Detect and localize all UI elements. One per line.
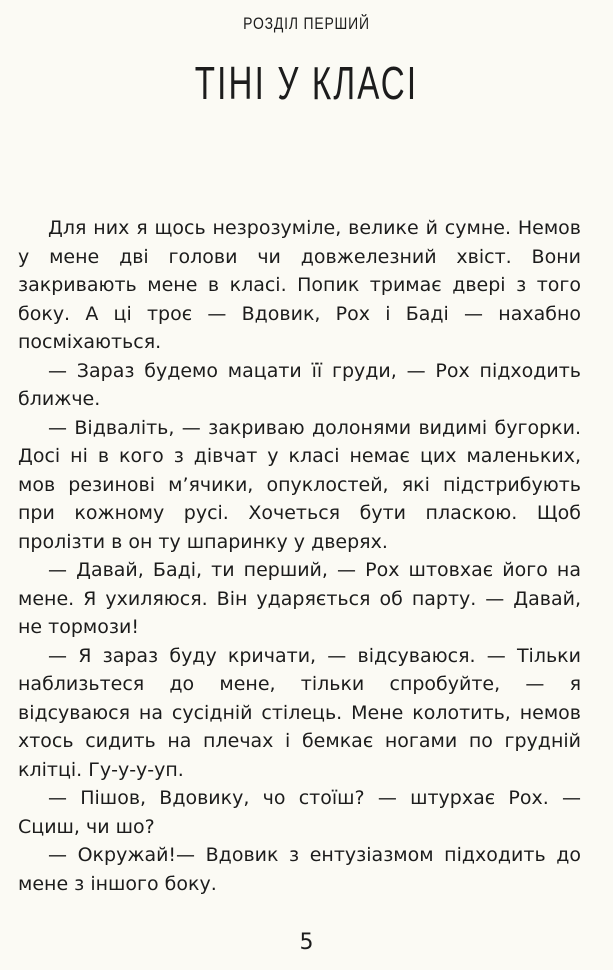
paragraph: — Я зараз буду кричати, — відсуваюся. — Тільки наблизьтеся до мене, тільки спробуйте, — я відсуваюся на сусідній стілець. Мене колотить, немов хтось сидить на плечах і бемкає ногами по грудній клітці. Гу-у-у-уп. [18,644,581,781]
paragraph: — Пішов, Вдовику, чо стоїш? — штурхає Рох. — Сциш, чи шо? [18,787,581,838]
paragraph: — Окружай!— Вдовик з ентузіазмом підходить до мене з іншого боку. [18,844,581,895]
paragraph: — Зараз будемо мацати її груди, — Рох підходить ближче. [18,359,581,410]
chapter-title: ТІНІ У КЛАСІ [194,57,419,109]
chapter-label: РОЗДІЛ ПЕРШИЙ [243,14,370,33]
body-text [18,214,581,898]
paragraph: — Відваліть, — закриваю долонями видимі бугорки. Досі ні в кого з дівчат у класі немає цих маленьких, мов резинові м’ячики, опуклостей, які підстрибують при кожному русі. Хочеться бути пласкою. Щоб пролізти в он ту шпаринку у дверях. [18,416,581,553]
paragraph: — Давай, Баді, ти перший, — Рох штовхає його на мене. Я ухиляюся. Він ударяється об парту. — Давай, не тормози! [18,559,581,638]
page-number: 5 [299,930,314,955]
paragraph: Для них я щось незрозуміле, велике й сумне. Немов у мене дві голови чи довжелезний хвіст. Вони закривають мене в класі. Попик тримає двері з того боку. А ці троє — Вдовик, Рох і Баді — нахабно посміхаються. [18,217,581,353]
